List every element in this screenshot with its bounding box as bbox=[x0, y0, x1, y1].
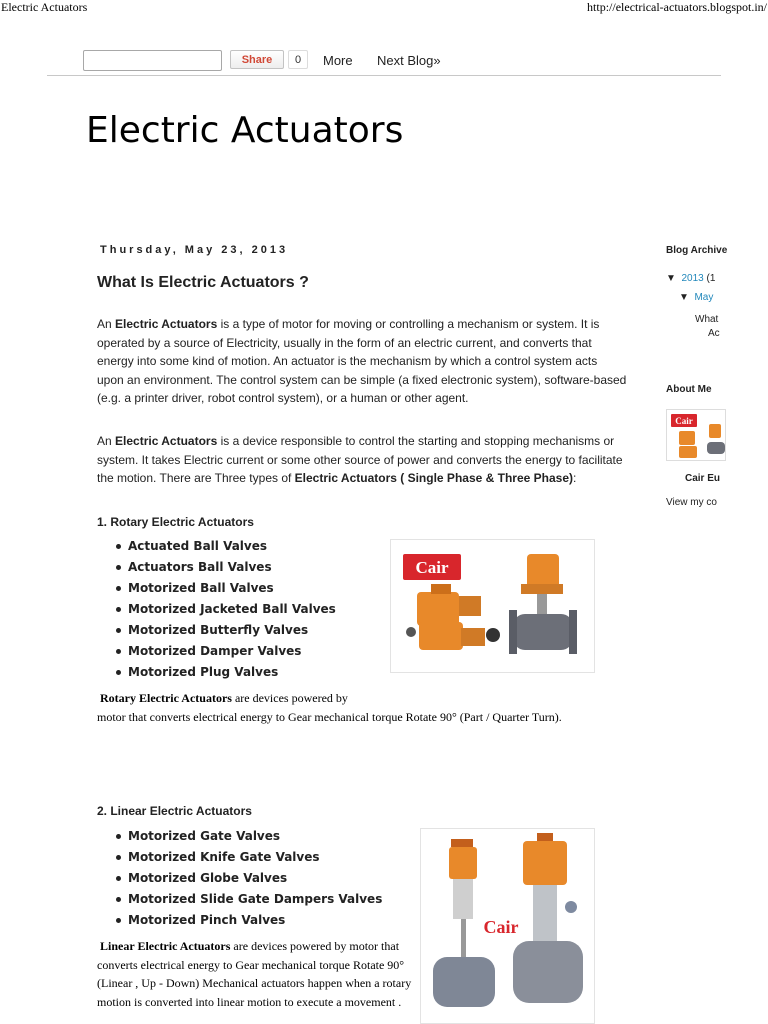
rotary-desc-line2: motor that converts electrical energy to Gear mechanical torque Rotate 90° (Part / Quarter Turn). bbox=[97, 709, 562, 724]
brand-logo-text: Cair bbox=[675, 416, 693, 426]
post-paragraph-2 bbox=[97, 432, 627, 488]
actuator-body bbox=[527, 554, 559, 588]
list-item: Actuators Ball Valves bbox=[115, 557, 336, 578]
ball-valve-body bbox=[513, 614, 573, 650]
actuator-cap bbox=[451, 839, 473, 847]
list-item: Motorized Ball Valves bbox=[115, 578, 336, 599]
blog-title[interactable]: Electric Actuators bbox=[86, 110, 404, 151]
share-count: 0 bbox=[288, 50, 308, 69]
yoke bbox=[533, 885, 557, 941]
list-item: Actuated Ball Valves bbox=[115, 536, 336, 557]
print-header-url: http://electrical-actuators.blogspot.in/ bbox=[587, 0, 767, 14]
search-input[interactable] bbox=[83, 50, 222, 71]
archive-year-link[interactable]: 2013 bbox=[681, 273, 704, 284]
post-title[interactable]: What Is Electric Actuators ? bbox=[97, 274, 309, 291]
actuator-side-box bbox=[461, 628, 485, 646]
archive-post-link[interactable] bbox=[695, 313, 720, 341]
actuator-body bbox=[419, 622, 463, 650]
handwheel bbox=[486, 628, 500, 642]
globe-valve-body bbox=[433, 957, 495, 1007]
more-link[interactable]: More bbox=[323, 53, 353, 68]
ball-valve-body bbox=[707, 442, 725, 454]
actuator-stem bbox=[537, 594, 547, 616]
rotary-actuators-illustration bbox=[391, 540, 595, 673]
actuator-body bbox=[417, 592, 459, 626]
list-item: Motorized Jacketed Ball Valves bbox=[115, 599, 336, 620]
rotary-desc-line1: are devices powered by bbox=[231, 691, 348, 705]
list-item: Motorized Slide Gate Dampers Valves bbox=[115, 889, 382, 910]
text-run: An bbox=[97, 317, 116, 331]
blogger-navbar bbox=[47, 46, 721, 76]
profile-photo bbox=[667, 410, 726, 461]
next-blog-link[interactable]: Next Blog» bbox=[377, 53, 441, 68]
share-button[interactable]: Share bbox=[230, 50, 284, 69]
list-item: Motorized Damper Valves bbox=[115, 641, 336, 662]
archive-year-count: (1 bbox=[703, 273, 716, 284]
actuator-body bbox=[679, 431, 695, 445]
section-heading-rotary: 1. Rotary Electric Actuators bbox=[97, 515, 254, 529]
linear-actuators-image bbox=[420, 828, 595, 1024]
post-date: Thursday, May 23, 2013 bbox=[100, 244, 289, 256]
actuator-cap bbox=[431, 584, 451, 594]
list-item: Motorized Knife Gate Valves bbox=[115, 847, 382, 868]
collapse-toggle-icon[interactable]: ▼ bbox=[679, 292, 689, 303]
rotary-description bbox=[97, 689, 657, 726]
profile-name[interactable]: Cair Eu bbox=[685, 473, 721, 484]
linear-actuators-illustration bbox=[421, 829, 595, 1024]
rotary-desc-bold: Rotary Electric Actuators bbox=[100, 691, 232, 705]
globe-valve-body bbox=[513, 941, 583, 1003]
print-header-title: Electric Actuators bbox=[1, 0, 88, 14]
archive-year-item[interactable] bbox=[666, 273, 715, 284]
handwheel bbox=[406, 627, 416, 637]
valve-flange bbox=[509, 610, 517, 654]
rotary-valve-list bbox=[115, 536, 336, 683]
post-paragraph-1 bbox=[97, 315, 627, 408]
actuator-body bbox=[709, 424, 721, 438]
about-me-heading: About Me bbox=[666, 384, 712, 395]
rotary-actuators-image bbox=[390, 539, 595, 673]
archive-post-line: Ac bbox=[708, 328, 720, 339]
section-heading-linear: 2. Linear Electric Actuators bbox=[97, 804, 252, 818]
text-run: is a type of motor for moving or controlling a mechanism or system. It is operated by a source of Electricity, usually in the form of an electric current, and converts that energy into some kind of motion. An actuator is the mechanism by which a control system acts upon an environment. The control system can be simple (a fixed electronic system), software-based (e.g. a printer driver, robot control system), or a human or other agent. bbox=[97, 317, 627, 405]
actuator-stem bbox=[461, 919, 466, 959]
handwheel bbox=[565, 901, 577, 913]
brand-logo-text: Cair bbox=[483, 917, 519, 937]
linear-desc-rest: are devices powered by motor that converts electrical energy to Gear mechanical torque Rotate 90° (Linear , Up - Down) Mechanical actuators happen when a rotary motion is converted into linear motion to execute a movement . bbox=[97, 939, 412, 1009]
text-run: is a device responsible to control the starting and stopping mechanisms or system. It takes Electric current or some other source of power and converts the energy to facilitate the motion. There are Three types of bbox=[97, 434, 623, 485]
brand-logo-text: Cair bbox=[415, 558, 449, 577]
valve-flange bbox=[569, 610, 577, 654]
list-item: Motorized Plug Valves bbox=[115, 662, 336, 683]
yoke bbox=[453, 879, 473, 919]
archive-month-link[interactable]: May bbox=[694, 292, 714, 303]
actuator-body bbox=[523, 841, 567, 885]
actuator-body bbox=[679, 446, 697, 458]
profile-image[interactable] bbox=[666, 409, 726, 461]
actuator-side-box bbox=[459, 596, 481, 616]
list-item: Motorized Globe Valves bbox=[115, 868, 382, 889]
actuator-base bbox=[521, 584, 563, 594]
bold-text: Electric Actuators ( Single Phase & Three Phase) bbox=[294, 471, 573, 485]
bold-text: Electric Actuators bbox=[115, 317, 218, 331]
sidebar bbox=[666, 0, 768, 1024]
linear-valve-list bbox=[115, 826, 382, 931]
blog-archive-heading: Blog Archive bbox=[666, 245, 728, 256]
collapse-toggle-icon[interactable]: ▼ bbox=[666, 273, 676, 284]
text-run: : bbox=[573, 471, 577, 485]
actuator-cap bbox=[537, 833, 553, 841]
archive-month-item[interactable] bbox=[679, 292, 713, 303]
view-profile-link[interactable]: View my co bbox=[666, 497, 717, 508]
archive-post-line: What bbox=[695, 314, 719, 325]
bold-text: Electric Actuators bbox=[115, 434, 218, 448]
linear-description bbox=[97, 937, 417, 1011]
list-item: Motorized Pinch Valves bbox=[115, 910, 382, 931]
list-item: Motorized Butterfly Valves bbox=[115, 620, 336, 641]
actuator-body bbox=[449, 847, 477, 879]
linear-desc-bold: Linear Electric Actuators bbox=[100, 939, 231, 953]
text-run: An bbox=[97, 434, 116, 448]
print-header bbox=[0, 0, 768, 16]
list-item: Motorized Gate Valves bbox=[115, 826, 382, 847]
